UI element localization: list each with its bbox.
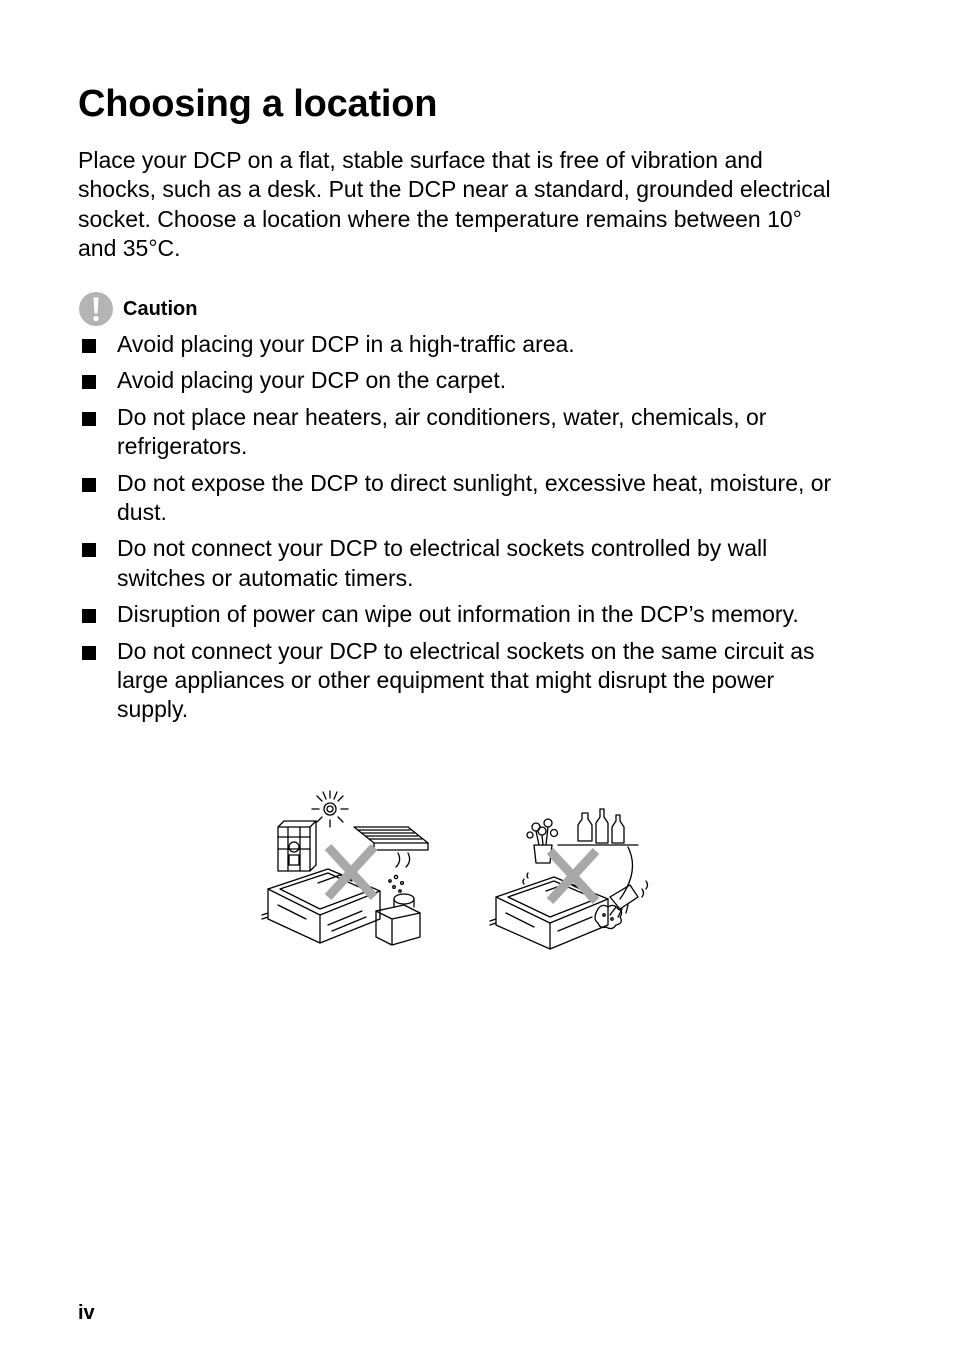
list-item xyxy=(78,330,838,359)
list-item-text: Disruption of power can wipe out information in the DCP’s memory. xyxy=(117,601,799,628)
placement-illustration xyxy=(258,785,658,955)
square-bullet-icon xyxy=(82,478,96,492)
list-item-text: Avoid placing your DCP on the carpet. xyxy=(117,367,507,394)
list-item-text: Do not place near heaters, air conditioners, water, chemicals, or refrigerators. xyxy=(117,403,767,460)
heater-icon xyxy=(278,821,316,871)
prohibited-cross-icon xyxy=(550,851,596,901)
list-item xyxy=(78,403,838,462)
list-item-text: Avoid placing your DCP in a high-traffic area. xyxy=(117,331,575,357)
list-item xyxy=(78,469,838,528)
list-item-text: Do not connect your DCP to electrical sockets on the same circuit as large appliances or other equipment that might disrupt the power supply. xyxy=(117,637,815,723)
exclamation-icon xyxy=(78,291,114,327)
square-bullet-icon xyxy=(82,646,96,660)
square-bullet-icon xyxy=(82,375,96,389)
intro-paragraph: Place your DCP on a flat, stable surface that is free of vibration and shocks, such as a desk. Put the DCP near a standard, grounded electrical socket. Choose a location where the temperature remains between 10° and 35°C. xyxy=(78,147,831,262)
list-item xyxy=(78,600,838,629)
square-bullet-icon xyxy=(82,339,96,353)
list-item xyxy=(78,534,838,593)
square-bullet-icon xyxy=(82,609,96,623)
list-item-text: Do not connect your DCP to electrical sockets controlled by wall switches or automatic timers. xyxy=(117,535,768,591)
caution-list xyxy=(78,330,838,732)
list-item xyxy=(78,366,838,395)
sun-icon xyxy=(312,791,348,827)
caution-label: Caution xyxy=(123,298,198,320)
page-title: Choosing a location xyxy=(78,83,438,125)
page-number: iv xyxy=(78,1302,95,1324)
list-item xyxy=(78,637,838,725)
square-bullet-icon xyxy=(82,412,96,426)
chemical-bottle-icon xyxy=(376,875,420,945)
square-bullet-icon xyxy=(82,543,96,557)
list-item-text: Do not expose the DCP to direct sunlight, excessive heat, moisture, or dust. xyxy=(117,469,832,526)
caution-heading xyxy=(78,291,197,327)
printer-icon xyxy=(490,877,608,949)
bottles-icon xyxy=(558,809,638,845)
